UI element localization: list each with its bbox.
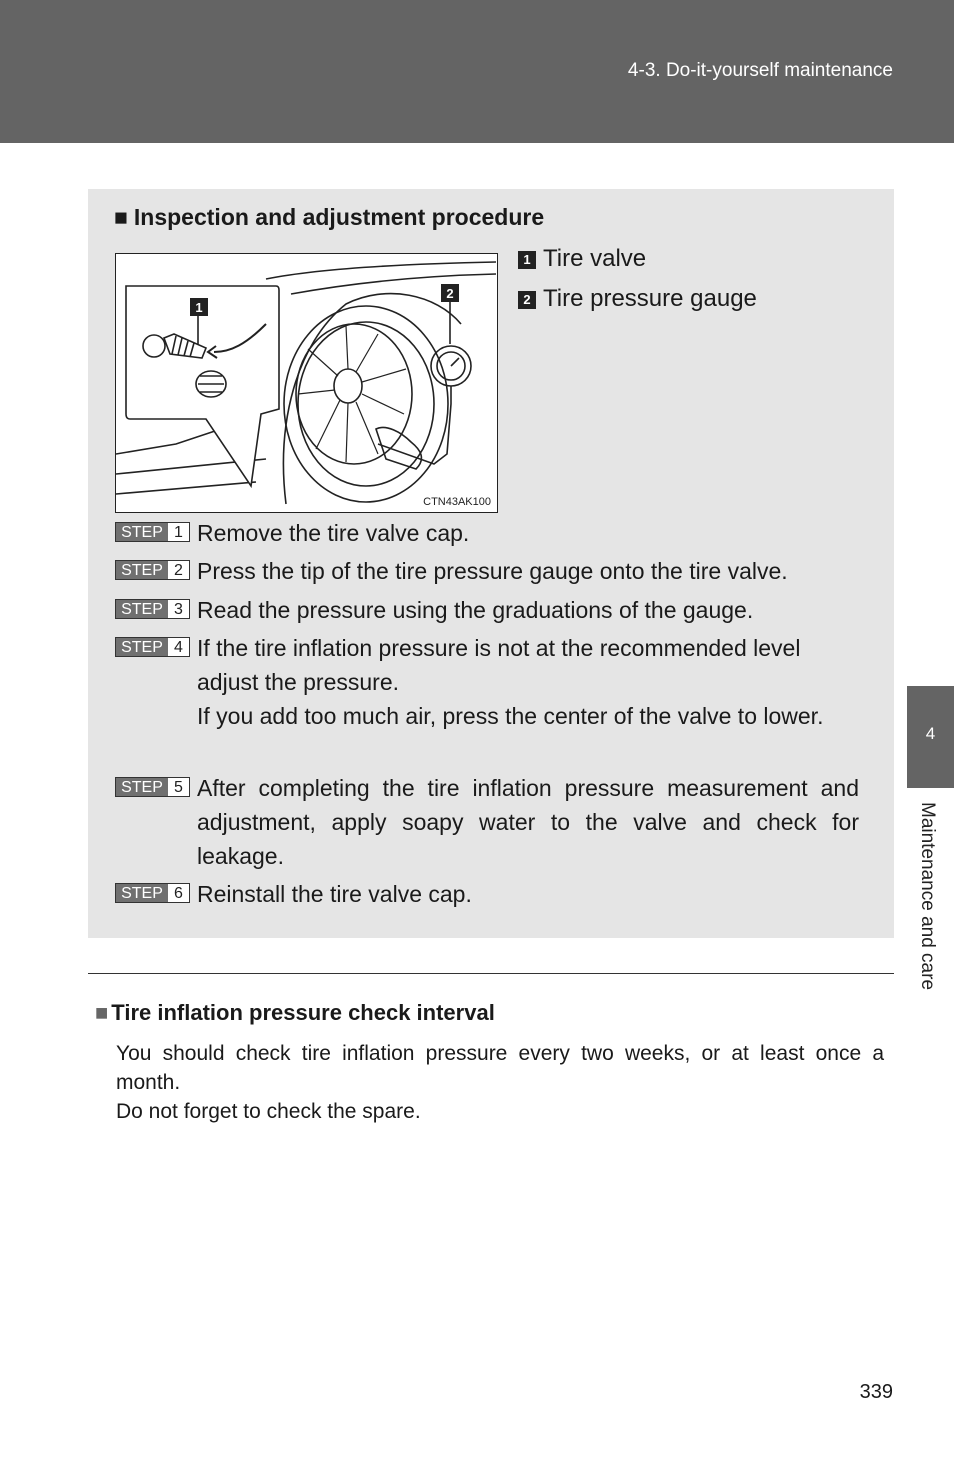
square-bullet-icon: ■ (95, 1000, 109, 1025)
page-header (0, 0, 954, 143)
step-text: Read the pressure using the graduations of the gauge. (197, 597, 754, 623)
step-text: If you add too much air, press the center of the valve to lower. (197, 703, 824, 729)
step-badge: STEP 1 (115, 522, 190, 542)
step-1 (115, 516, 859, 550)
chapter-label: Maintenance and care (917, 802, 938, 991)
step-text: After completing the tire inflation pressure measurement and adjustment, apply soapy water to the valve and check for leakage. (197, 775, 859, 869)
interval-paragraph: Do not forget to check the spare. (116, 1100, 421, 1123)
callout-tire-valve (518, 245, 646, 273)
step-text: Press the tip of the tire pressure gauge onto the tire valve. (197, 558, 788, 584)
square-bullet-icon: ■ (114, 204, 128, 230)
procedure-title-text: Inspection and adjustment procedure (133, 204, 545, 230)
step-5 (115, 771, 859, 873)
callout-tire-pressure-gauge (518, 285, 757, 313)
illustration-code: CTN43AK100 (423, 496, 491, 508)
number-badge-icon: 1 (518, 251, 536, 269)
step-text: Reinstall the tire valve cap. (197, 881, 472, 907)
step-4 (115, 631, 859, 733)
step-2 (115, 554, 859, 588)
page-number: 339 (859, 1381, 893, 1403)
interval-paragraph: You should check tire inflation pressure every two weeks, or at least once a month. (116, 1042, 884, 1094)
tire-gauge-drawing (116, 254, 497, 512)
interval-body (116, 1039, 884, 1126)
step-badge: STEP 5 (115, 777, 190, 797)
step-badge: STEP 3 (115, 599, 190, 619)
step-text: Remove the tire valve cap. (197, 520, 470, 546)
illus-badge-2: 2 (446, 286, 454, 301)
interval-title-text: Tire inflation pressure check interval (111, 1000, 495, 1025)
step-badge: STEP 6 (115, 883, 190, 903)
step-6 (115, 877, 859, 911)
interval-title (95, 1000, 495, 1026)
callout-label: Tire pressure gauge (543, 285, 757, 312)
illus-badge-1: 1 (195, 300, 203, 315)
step-badge: STEP 2 (115, 560, 190, 580)
step-badge: STEP 4 (115, 637, 190, 657)
step-text: If the tire inflation pressure is not at the recommended level adjust the pressure. (197, 635, 801, 695)
chapter-tab (907, 686, 954, 788)
procedure-title (114, 204, 544, 231)
section-title: 4-3. Do-it-yourself maintenance (627, 60, 893, 81)
tire-illustration (115, 253, 498, 513)
step-3 (115, 593, 859, 627)
callout-label: Tire valve (543, 245, 647, 272)
section-divider (88, 973, 894, 974)
number-badge-icon: 2 (518, 291, 536, 309)
chapter-number: 4 (925, 724, 936, 743)
